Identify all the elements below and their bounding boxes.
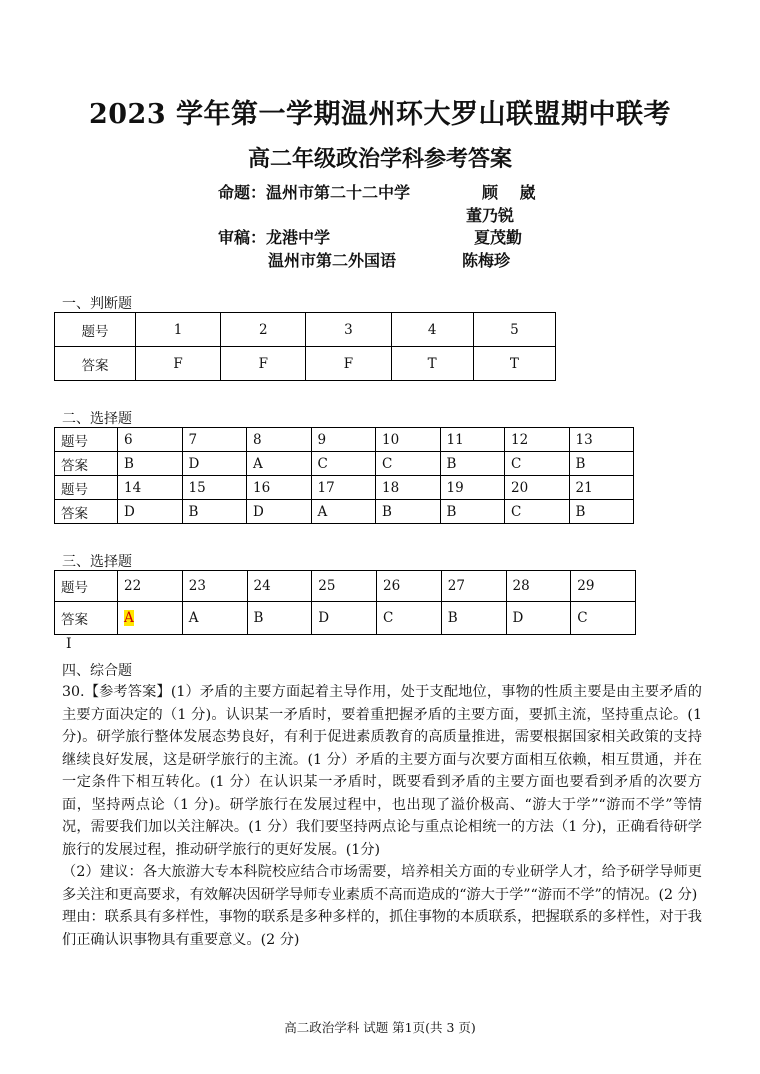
reviewer-name-1: 夏茂勤 [474, 228, 523, 247]
answer-cell: T [391, 347, 473, 381]
answer-cell: D [247, 500, 312, 524]
answer-reason: 理由：联系具有多样性，事物的联系是多种多样的，抓住事物的本质联系，把握联系的多样性，对于我们正确认识事物具有重要意义。(2 分) [62, 909, 702, 948]
document-title: 2023 学年第一学期温州环大罗山联盟期中联考 [88, 99, 672, 130]
question-number: 14 [118, 476, 183, 500]
row-label: 题号 [55, 313, 136, 347]
question-number: 23 [182, 571, 247, 602]
row-label: 答案 [55, 602, 118, 635]
answer-cell: B [569, 500, 634, 524]
answer-cell: B [440, 500, 505, 524]
question-number: 22 [118, 571, 183, 602]
answer-part-2: （2）建议：各大旅游大专本科院校应结合市场需要，培养相关方面的专业研学人才，给予研学导师更多关注和更高要求，有效解决因研学导师专业素质不高而造成的“游大于学”“游而不学”的情况。(2 分) [62, 864, 702, 903]
answer-cell: B [376, 500, 441, 524]
answer-cell: C [376, 452, 441, 476]
answer-cell: F [136, 347, 221, 381]
question-number: 8 [247, 428, 312, 452]
answer-cell [118, 602, 183, 635]
table-row [55, 452, 634, 476]
question-number: 10 [376, 428, 441, 452]
section3-heading: 三、选择题 [62, 554, 132, 570]
question-number: 12 [505, 428, 570, 452]
question-number: 17 [311, 476, 376, 500]
table-row [55, 476, 634, 500]
multiple-choice-table-1 [54, 427, 634, 524]
answer-cell: C [311, 452, 376, 476]
answer-cell: B [182, 500, 247, 524]
answer-cell: B [440, 452, 505, 476]
table-row [55, 428, 634, 452]
true-false-table [54, 312, 556, 381]
answer-cell: D [506, 602, 571, 635]
answer-cell: F [306, 347, 391, 381]
answer-cell: B [569, 452, 634, 476]
question-number: 24 [247, 571, 312, 602]
proposer-name-1: 顾 崴 [482, 183, 536, 202]
answer-cell: D [312, 602, 377, 635]
answer-cell: T [473, 347, 555, 381]
answer-cell: A [247, 452, 312, 476]
question-number: 3 [306, 313, 391, 347]
row-label: 答案 [55, 500, 118, 524]
highlighted-answer: A [124, 610, 134, 626]
table-row [55, 602, 636, 635]
question-number: 25 [312, 571, 377, 602]
proposer-label: 命题：温州市第二十二中学 [218, 183, 411, 202]
question-number: 16 [247, 476, 312, 500]
answer-cell: D [182, 452, 247, 476]
question-number: 19 [440, 476, 505, 500]
question-number: 26 [377, 571, 442, 602]
answer-cell: B [118, 452, 183, 476]
answer-cell: C [571, 602, 636, 635]
page-footer: 高二政治学科 试题 第1页(共 3 页) [284, 1020, 476, 1035]
section1-heading: 一、判断题 [62, 296, 132, 312]
row-label: 题号 [55, 476, 118, 500]
answer-cell: D [118, 500, 183, 524]
answer-cell: A [311, 500, 376, 524]
multiple-choice-table-2 [54, 570, 636, 635]
question-number: 21 [569, 476, 634, 500]
question-number: 15 [182, 476, 247, 500]
answer-cell: C [505, 500, 570, 524]
row-label: 答案 [55, 452, 118, 476]
section2-heading: 二、选择题 [62, 411, 132, 427]
question-number: 20 [505, 476, 570, 500]
reviewer-label: 审稿：龙港中学 [218, 228, 331, 247]
question-number: 27 [441, 571, 506, 602]
table-row [55, 571, 636, 602]
section4-heading: 四、综合题 [62, 663, 132, 679]
proposer-name-2: 董乃锐 [466, 206, 515, 225]
question-number: 18 [376, 476, 441, 500]
question-number: 1 [136, 313, 221, 347]
question-number: 4 [391, 313, 473, 347]
row-label: 题号 [55, 428, 118, 452]
question-number: 6 [118, 428, 183, 452]
reviewer-name-2: 陈梅珍 [462, 251, 511, 270]
answer-cell: B [441, 602, 506, 635]
table-row [55, 347, 556, 381]
reviewer-school-2: 温州市第二外国语 [268, 251, 397, 270]
answer-cell: A [182, 602, 247, 635]
text-cursor: I [66, 636, 72, 652]
question-number: 9 [311, 428, 376, 452]
question-number: 28 [506, 571, 571, 602]
answer-cell: C [505, 452, 570, 476]
table-row [55, 500, 634, 524]
essay-answer [62, 681, 702, 951]
question-number: 29 [571, 571, 636, 602]
answer-cell: C [377, 602, 442, 635]
row-label: 题号 [55, 571, 118, 602]
question-number: 2 [221, 313, 306, 347]
question-number: 11 [440, 428, 505, 452]
question-number: 13 [569, 428, 634, 452]
answer-cell: B [247, 602, 312, 635]
question-number: 7 [182, 428, 247, 452]
row-label: 答案 [55, 347, 136, 381]
answer-part-1: 30.【参考答案】(1）矛盾的主要方面起着主导作用，处于支配地位，事物的性质主要是由主要矛盾的主要方面决定的（1 分)。认识某一矛盾时，要着重把握矛盾的主要方面，要抓主流，坚持重点论。(1 分)。研学旅行整体发展态势良好，有利于促进素质教育的高质量推进，需要根据国家相关政策的支持继续良好发展，这是研学旅行的主流。(1 分）矛盾的主要方面与次要方面相互依赖，相互贯通，并在一定条件下相互转化。(1 分）在认识某一矛盾时，既要看到矛盾的主要方面也要看到矛盾的次要方面，坚持两点论（1 分)。研学旅行在发展过程中，也出现了溢价极高、“游大于学”“游而不学”等情况，需要我们加以关注解决。(1 分）我们要坚持两点论与重点论相统一的方法（1 分)，正确看待研学旅行的发展过程，推动研学旅行的更好发展。(1分) [62, 684, 702, 858]
document-subtitle: 高二年级政治学科参考答案 [247, 146, 512, 172]
question-number: 5 [473, 313, 555, 347]
answer-cell: F [221, 347, 306, 381]
table-row [55, 313, 556, 347]
